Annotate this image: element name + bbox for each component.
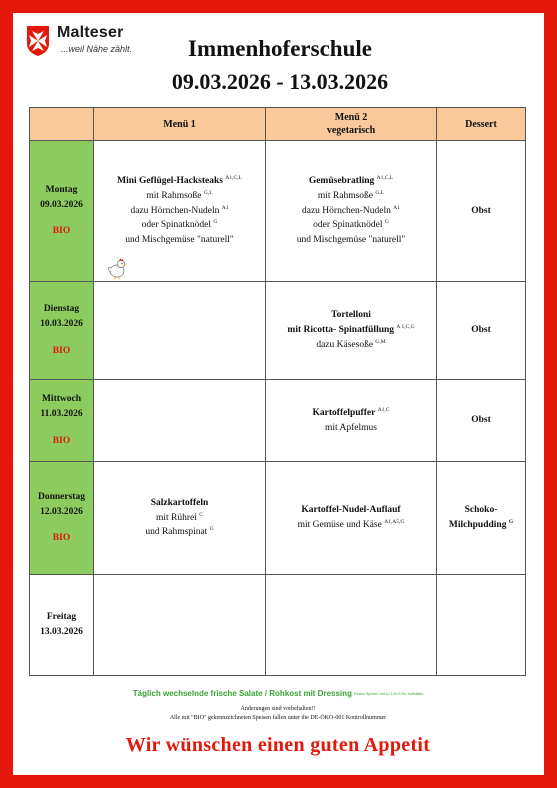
logo-brand: Malteser — [57, 24, 124, 41]
dish-line: oder Spinatknödel — [313, 220, 383, 231]
salad-allergen-note: Essen Spezen mit A,G,M,S,SIL enthalten — [354, 691, 424, 696]
menu2-cell-thursday — [266, 462, 437, 575]
allergen-code: A1,C,L — [225, 175, 242, 182]
menu1-cell-friday — [94, 575, 266, 676]
dish-line: und Mischgemüse "naturell" — [296, 235, 406, 246]
allergen-code: A1,C,L — [376, 175, 394, 182]
dessert-cell-friday — [437, 575, 526, 676]
day-name: Mittwoch — [41, 394, 82, 405]
allergen-code: G — [213, 219, 218, 226]
menu-table — [29, 107, 526, 676]
allergen-code: A1,C — [377, 406, 390, 413]
day-date: 10.03.2026 — [40, 319, 83, 330]
day-name: Dienstag — [43, 304, 80, 315]
day-cell-monday — [30, 141, 94, 282]
dish-name: Kartoffelpuffer — [312, 407, 376, 418]
day-cell-wednesday — [30, 380, 94, 462]
salad-note-text: Täglich wechselnde frische Salate / Rohkost mit Dressing — [132, 689, 352, 698]
dish-line: dazu Käsesoße — [316, 339, 374, 350]
header-menu2-subtitle: vegetarisch — [326, 125, 376, 136]
dish-line: und Rahmspinat — [145, 527, 208, 538]
allergen-code: G,L — [375, 189, 385, 196]
header-menu2 — [266, 108, 437, 141]
dish-name: Kartoffel-Nudel-Auflauf — [301, 505, 401, 516]
dish-line: dazu Hörnchen-Nudeln — [130, 205, 220, 216]
header-dessert: Dessert — [437, 108, 526, 141]
dish-name: Mini Geflügel-Hacksteaks — [117, 176, 223, 187]
dessert-line: Milchpudding — [448, 520, 507, 530]
bio-control-note: Alle mit "BIO" gekennzeichneten Speisen fallen unter die DE-ÖKO-001 Kontrollnummer — [169, 715, 387, 721]
menu1-cell-thursday — [94, 462, 266, 575]
day-cell-tuesday — [30, 282, 94, 380]
allergen-code: A 1,C,G — [396, 323, 415, 330]
dish-name: Gemüsebratling — [308, 176, 375, 187]
dish-line: oder Spinatknödel — [141, 220, 212, 231]
dish-line: mit Rahmsoße — [317, 190, 374, 201]
bio-label: BIO — [52, 226, 71, 237]
bio-label: BIO — [52, 345, 71, 356]
table-row — [30, 282, 526, 380]
menu1-cell-wednesday — [94, 380, 266, 462]
dish-name: Tortelloni — [331, 310, 371, 321]
salad-note — [30, 689, 526, 698]
logo-slogan: ...weil Nähe zählt. — [61, 44, 133, 54]
date-range: 09.03.2026 - 13.03.2026 — [171, 69, 389, 94]
menu2-cell-tuesday — [266, 282, 437, 380]
allergen-code: A1,A5,G — [384, 518, 405, 525]
dessert-line: Schoko- — [464, 505, 498, 516]
day-name: Montag — [45, 184, 78, 195]
table-header-row — [30, 108, 526, 141]
dish-line: mit Rahmsoße — [146, 190, 202, 201]
day-date: 12.03.2026 — [40, 506, 83, 517]
table-row — [30, 462, 526, 575]
menu2-cell-wednesday — [266, 380, 437, 462]
day-date: 13.03.2026 — [40, 627, 83, 637]
table-row — [30, 141, 526, 282]
dish-line: dazu Hörnchen-Nudeln — [301, 205, 391, 216]
dish-line: mit Rührei — [156, 512, 197, 523]
chicken-icon — [106, 256, 128, 280]
table-row — [30, 575, 526, 676]
dish-line: mit Apfelmus — [325, 422, 377, 433]
day-name: Freitag — [46, 612, 77, 623]
day-name: Donnerstag — [38, 491, 85, 502]
dessert-cell-tuesday: Obst — [437, 282, 526, 380]
school-title: Immenhoferschule — [188, 36, 372, 61]
allergen-code: G — [209, 526, 214, 533]
menu2-cell-friday — [266, 575, 437, 676]
header-corner — [30, 108, 94, 141]
dessert-cell-monday: Obst — [437, 141, 526, 282]
header-menu1: Menü 1 — [94, 108, 266, 141]
menu1-cell-tuesday — [94, 282, 266, 380]
header-menu2-title: Menü 2 — [334, 112, 368, 123]
menu2-cell-monday — [266, 141, 437, 282]
allergen-code: G,L — [203, 189, 213, 196]
allergen-code: G — [508, 518, 514, 525]
dessert-cell-thursday — [437, 462, 526, 575]
allergen-code: G,M — [375, 338, 386, 345]
table-row — [30, 380, 526, 462]
malteser-logo — [25, 24, 145, 68]
maltese-cross-icon — [25, 25, 51, 57]
bio-label: BIO — [52, 533, 71, 544]
allergen-code: A1 — [393, 204, 400, 211]
day-cell-thursday — [30, 462, 94, 575]
dish-line: mit Gemüse und Käse — [297, 520, 382, 530]
allergen-code: C — [199, 511, 203, 518]
day-date: 11.03.2026 — [40, 409, 83, 420]
bio-label: BIO — [52, 435, 71, 446]
day-cell-friday — [30, 575, 94, 676]
allergen-code: A1 — [221, 204, 229, 211]
dish-line: und Mischgemüse "naturell" — [125, 235, 234, 246]
dessert-cell-wednesday: Obst — [437, 380, 526, 462]
changes-note: Änderungen sind vorbehalten!! — [240, 706, 316, 712]
day-date: 09.03.2026 — [40, 199, 83, 210]
appetit-message: Wir wünschen einen guten Appetit — [125, 734, 431, 756]
dish-name: Salzkartoffeln — [150, 497, 209, 508]
dish-line: mit Ricotta- Spinatfüllung — [287, 325, 395, 336]
allergen-code: G — [384, 219, 389, 226]
